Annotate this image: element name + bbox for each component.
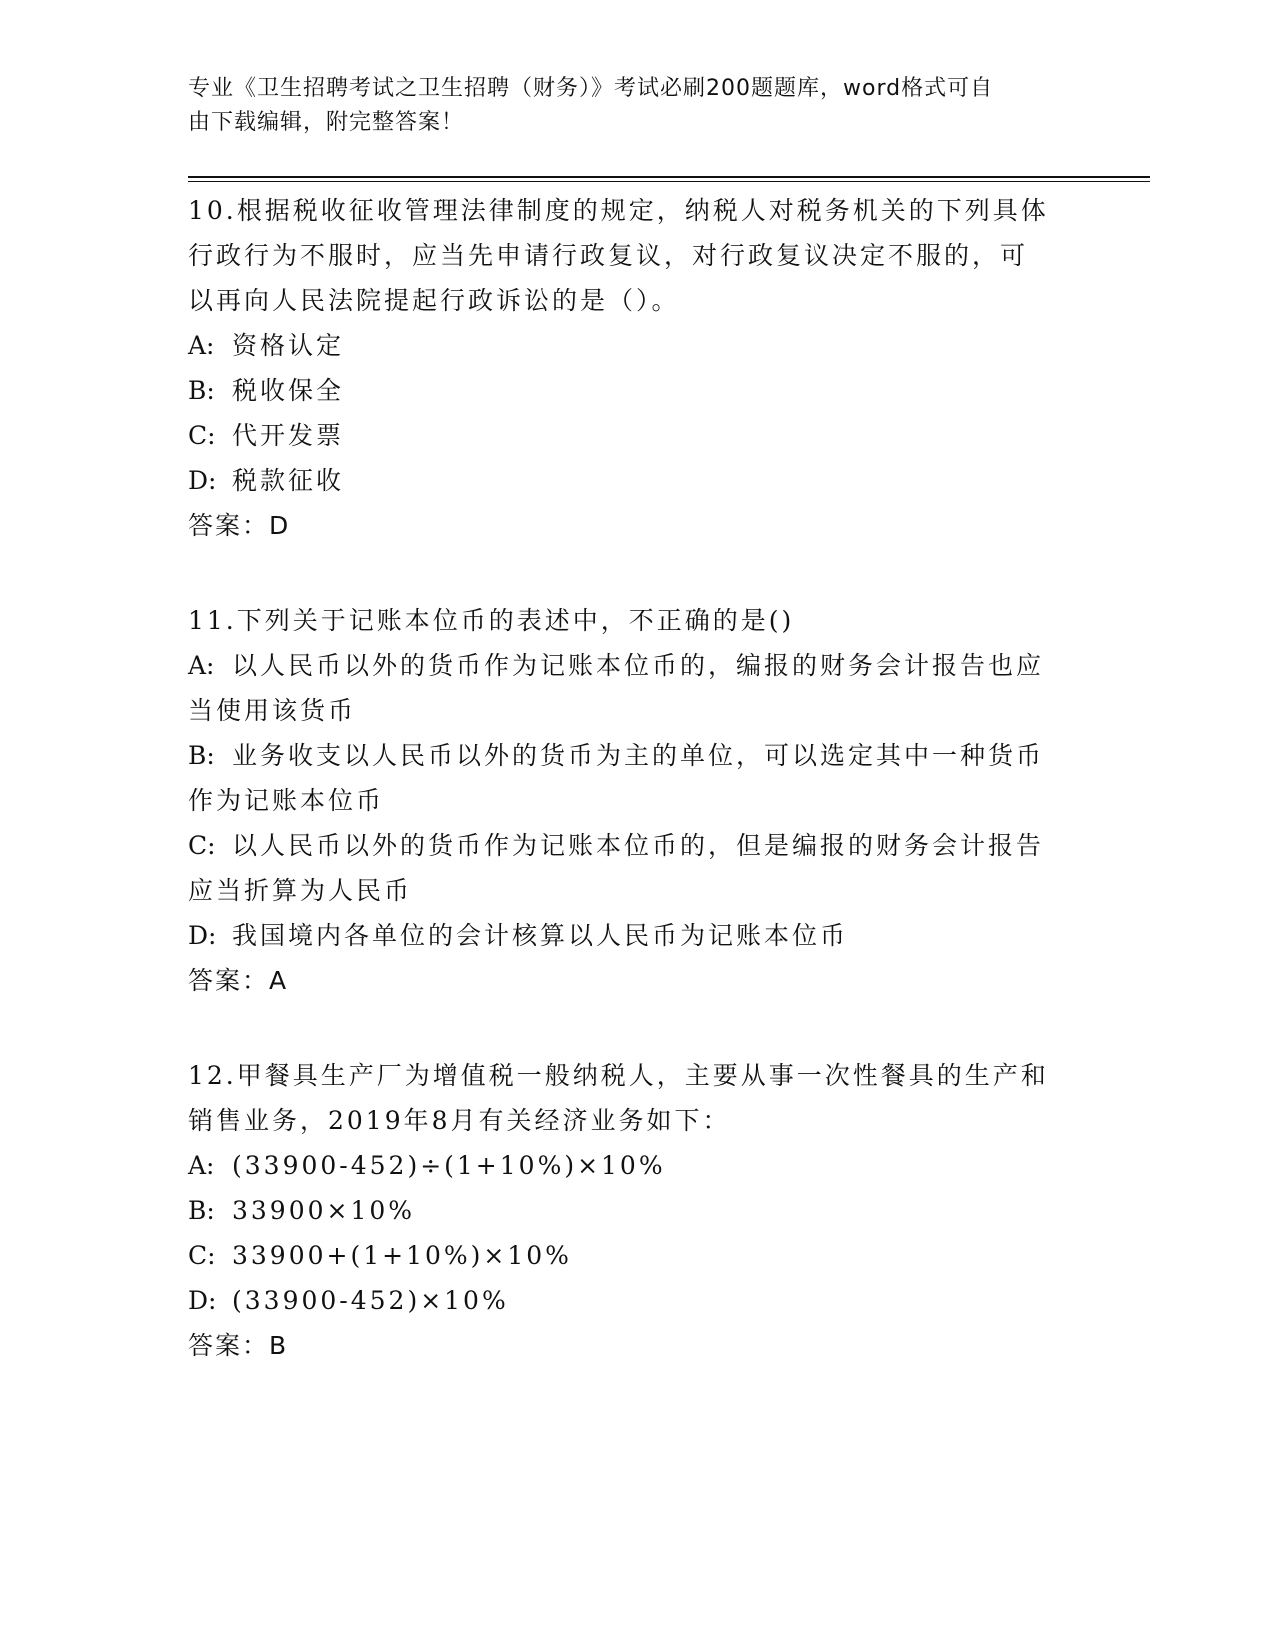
option-b xyxy=(188,1188,1088,1233)
option-text: 资格认定 xyxy=(232,331,345,360)
question-11 xyxy=(188,598,1088,1003)
option-a xyxy=(188,1143,1088,1188)
option-c xyxy=(188,1233,1088,1278)
option-letter: C: xyxy=(188,421,216,450)
question-stem-line: 10.根据税收征收管理法律制度的规定，纳税人对税务机关的下列具体 xyxy=(188,196,1049,225)
question-stem-line: 行政行为不服时，应当先申请行政复议，对行政复议决定不服的，可 xyxy=(188,241,1029,270)
option-text: 33900+(1+10%)×10% xyxy=(232,1241,572,1270)
option-d xyxy=(188,913,1088,958)
option-letter: A: xyxy=(188,331,215,360)
option-letter: B: xyxy=(188,741,215,770)
option-d xyxy=(188,1278,1088,1323)
option-letter: D: xyxy=(188,921,217,950)
option-letter: D: xyxy=(188,466,217,495)
question-12 xyxy=(188,1053,1088,1368)
option-text: (33900-452)÷(1+10%)×10% xyxy=(232,1151,666,1180)
question-stem-line: 12.甲餐具生产厂为增值税一般纳税人，主要从事一次性餐具的生产和 xyxy=(188,1061,1049,1090)
option-text: 我国境内各单位的会计核算以人民币为记账本位币 xyxy=(232,921,849,950)
header-divider-thin xyxy=(188,181,1150,182)
option-a xyxy=(188,643,1088,688)
answer-text: 答案：A xyxy=(188,966,289,995)
answer-text: 答案：D xyxy=(188,511,291,540)
header-divider-thick xyxy=(188,176,1150,178)
option-text: 以人民币以外的货币作为记账本位币的，编报的财务会计报告也应 xyxy=(232,651,1045,680)
option-letter: D: xyxy=(188,1286,217,1315)
option-text: 以人民币以外的货币作为记账本位币的，但是编报的财务会计报告 xyxy=(232,831,1045,860)
option-d xyxy=(188,458,1088,503)
option-letter: C: xyxy=(188,831,216,860)
header-line-1: 专业《卫生招聘考试之卫生招聘（财务）》考试必刷200题题库，word格式可自 xyxy=(188,76,994,101)
option-letter: B: xyxy=(188,1196,215,1225)
option-text: 业务收支以人民币以外的货币为主的单位，可以选定其中一种货币 xyxy=(232,741,1045,770)
answer-text: 答案：B xyxy=(188,1331,289,1360)
option-b xyxy=(188,733,1088,778)
option-c xyxy=(188,413,1088,458)
question-stem-line: 11.下列关于记账本位币的表述中，不正确的是() xyxy=(188,606,795,635)
option-letter: A: xyxy=(188,651,215,680)
option-text: 33900×10% xyxy=(232,1196,416,1225)
option-a-continued: 当使用该货币 xyxy=(188,696,357,725)
option-text: (33900-452)×10% xyxy=(232,1286,509,1315)
option-a xyxy=(188,323,1088,368)
option-b xyxy=(188,368,1088,413)
option-letter: C: xyxy=(188,1241,216,1270)
question-stem-line: 销售业务，2019年8月有关经济业务如下： xyxy=(188,1106,731,1135)
option-c-continued: 应当折算为人民币 xyxy=(188,876,413,905)
question-10 xyxy=(188,188,1088,548)
option-text: 税收保全 xyxy=(232,376,345,405)
option-text: 代开发票 xyxy=(232,421,345,450)
page-header xyxy=(188,72,1068,140)
option-letter: A: xyxy=(188,1151,215,1180)
question-stem-line: 以再向人民法院提起行政诉讼的是（）。 xyxy=(188,286,680,315)
question-list xyxy=(188,188,1088,1418)
option-b-continued: 作为记账本位币 xyxy=(188,786,385,815)
option-letter: B: xyxy=(188,376,215,405)
header-line-2: 由下载编辑，附完整答案！ xyxy=(188,110,465,135)
option-text: 税款征收 xyxy=(232,466,345,495)
option-c xyxy=(188,823,1088,868)
